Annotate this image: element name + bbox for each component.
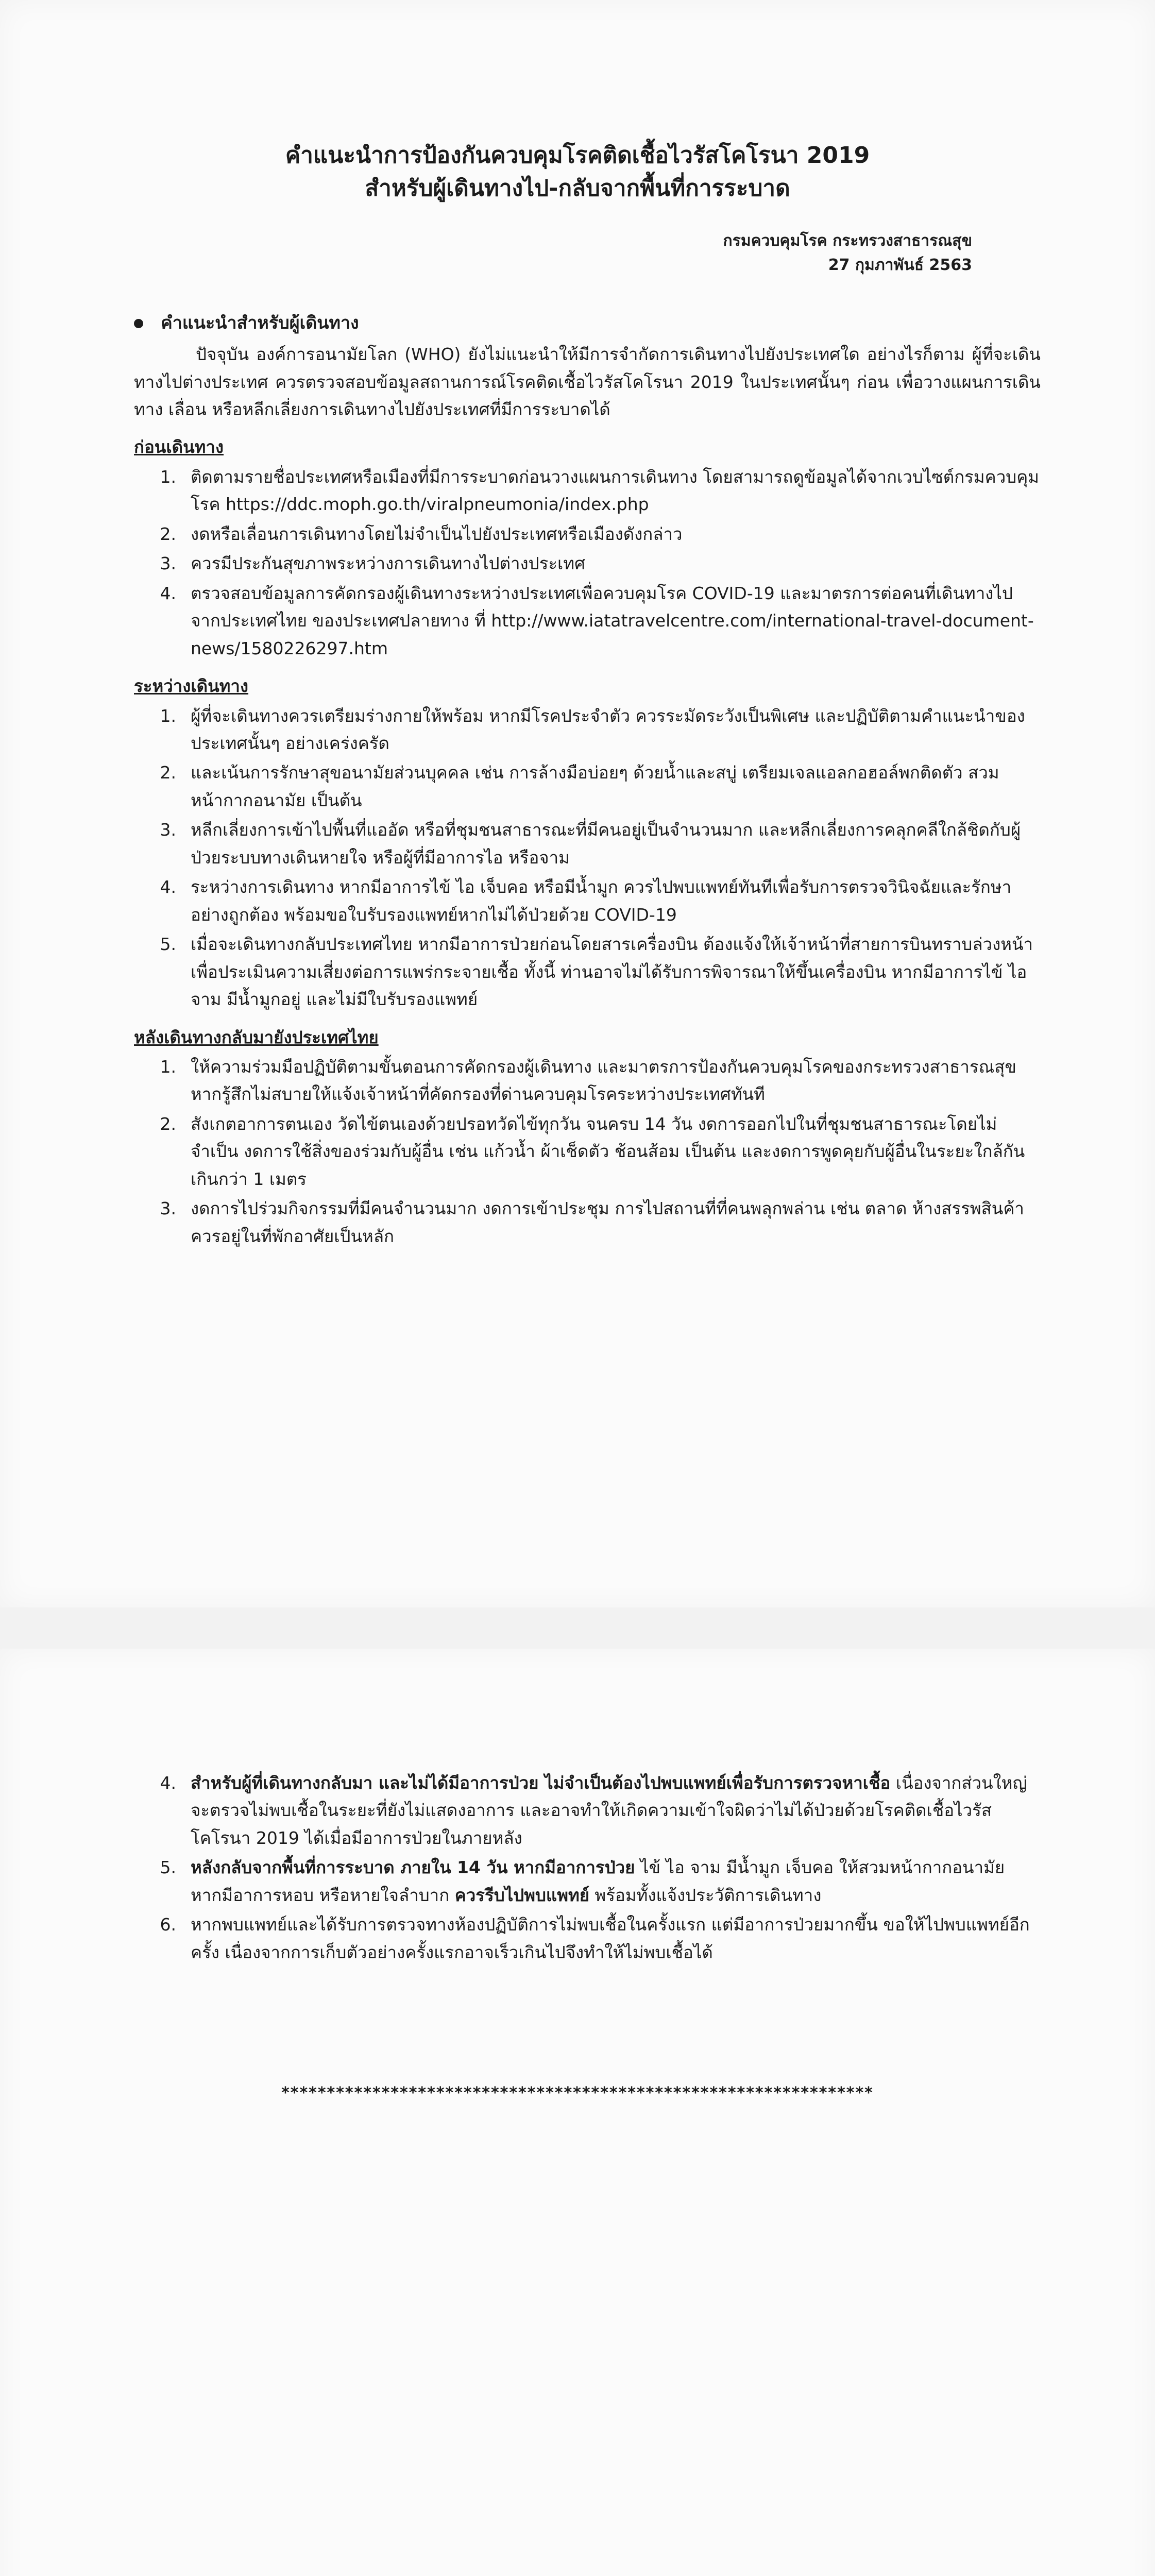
item-number: 4. xyxy=(160,583,176,603)
section-heading-text: คำแนะนำสำหรับผู้เดินทาง xyxy=(161,313,359,333)
issuer-name: กรมควบคุมโรค กระทรวงสาธารณสุข xyxy=(723,232,972,250)
list-item xyxy=(134,463,1041,518)
item-text: ควรมีประกันสุขภาพระหว่างการเดินทางไปต่างประเทศ xyxy=(191,553,586,574)
list-item xyxy=(134,1911,1041,1966)
during-travel-heading: ระหว่างเดินทาง xyxy=(134,676,249,697)
issue-date: 27 กุมภาพันธ์ 2563 xyxy=(828,256,972,274)
item-emphasis: สำหรับผู้ที่เดินทางกลับมา และไม่ได้มีอาการป่วย ไม่จำเป็นต้องไปพบแพทย์เพื่อรับการตรวจหาเชื้อ xyxy=(191,1773,891,1793)
item-text-rest: พร้อมทั้งแจ้งประวัติการเดินทาง xyxy=(589,1885,822,1905)
after-travel-list-continued xyxy=(134,1769,1041,1966)
list-item xyxy=(134,930,1041,1013)
during-travel-list xyxy=(134,702,1041,1013)
item-number: 6. xyxy=(160,1914,176,1935)
list-item xyxy=(134,550,1041,577)
item-number: 3. xyxy=(160,820,176,840)
item-emphasis: ควรรีบไปพบแพทย์ xyxy=(454,1885,590,1905)
item-number: 2. xyxy=(160,762,176,783)
item-text-rest: เนื่องจากส่วนใหญ่จะตรวจไม่พบเชื้อในระยะที่ยังไม่แสดงอาการ และอาจทำให้เกิดความเข้าใจผิดว่าไม่ได้ป่วยด้วยโรคติดเชื้อไวรัสโคโรนา 2019 ได้เมื่อมีอาการป่วยในภายหลัง xyxy=(191,1773,1027,1848)
item-number: 2. xyxy=(160,1113,176,1134)
item-number: 5. xyxy=(160,1857,176,1878)
item-text: งดการไปร่วมกิจกรรมที่มีคนจำนวนมาก งดการเข้าประชุม การไปสถานที่ที่คนพลุกพล่าน เช่น ตลาด ห้างสรรพสินค้า ควรอยู่ในที่พักอาศัยเป็นหลัก xyxy=(191,1198,1024,1246)
item-text: หลีกเลี่ยงการเข้าไปพื้นที่แออัด หรือที่ชุมชนสาธารณะที่มีคนอยู่เป็นจำนวนมาก และหลีกเลี่ยงการคลุกคลีใกล้ชิดกับผู้ป่วยระบบทางเดินหายใจ หรือผู้ที่มีอาการไอ หรือจาม xyxy=(191,820,1021,868)
item-text-mid: ไข้ ไอ จาม มีน้ำมูก เจ็บคอ ให้สวมหน้ากากอนามัย หากมีอาการหอบ หรือหายใจลำบาก xyxy=(191,1857,1005,1905)
item-number: 3. xyxy=(160,1198,176,1219)
list-item xyxy=(134,1769,1041,1852)
title-line-1: คำแนะนำการป้องกันควบคุมโรคติดเชื้อไวรัสโคโรนา 2019 xyxy=(285,142,870,168)
after-travel-list xyxy=(134,1053,1041,1250)
before-travel-list xyxy=(134,463,1041,662)
before-travel-heading: ก่อนเดินทาง xyxy=(134,437,224,457)
list-item xyxy=(134,1053,1041,1108)
item-number: 1. xyxy=(160,466,176,487)
list-item xyxy=(134,1110,1041,1193)
page-gap xyxy=(0,1607,1155,1649)
item-text: สังเกตอาการตนเอง วัดไข้ตนเองด้วยปรอทวัดไข้ทุกวัน จนครบ 14 วัน งดการออกไปในที่ชุมชนสาธารณะโดยไม่จำเป็น งดการใช้สิ่งของร่วมกับผู้อื่น เช่น แก้วน้ำ ผ้าเช็ดตัว ช้อนส้อม เป็นต้น และงดการพูดคุยกับผู้อื่นในระยะใกล้กันเกินกว่า 1 เมตร xyxy=(191,1113,1025,1189)
list-item xyxy=(134,702,1041,757)
item-number: 3. xyxy=(160,553,176,574)
bullet-icon xyxy=(134,319,143,328)
after-travel-heading: หลังเดินทางกลับมายังประเทศไทย xyxy=(134,1027,379,1047)
item-text: ให้ความร่วมมือปฏิบัติตามขั้นตอนการคัดกรองผู้เดินทาง และมาตรการป้องกันควบคุมโรคของกระทรวงสาธารณสุข หากรู้สึกไม่สบายให้แจ้งเจ้าหน้าที่คัดกรองที่ด่านควบคุมโรคระหว่างประเทศทันที xyxy=(191,1056,1016,1105)
section-heading xyxy=(134,309,1041,337)
item-text: เมื่อจะเดินทางกลับประเทศไทย หากมีอาการป่วยก่อนโดยสารเครื่องบิน ต้องแจ้งให้เจ้าหน้าที่สายการบินทราบล่วงหน้าเพื่อประเมินความเสี่ยงต่อการแพร่กระจายเชื้อ ทั้งนี้ ท่านอาจไม่ได้รับการพิจารณาให้ขึ้นเครื่องบิน หากมีอาการไข้ ไอ จาม มีน้ำมูกอยู่ และไม่มีใบรับรองแพทย์ xyxy=(191,934,1033,1010)
item-number: 5. xyxy=(160,934,176,955)
item-number: 1. xyxy=(160,705,176,726)
list-item xyxy=(134,520,1041,548)
item-number: 4. xyxy=(160,1773,176,1793)
list-item xyxy=(134,816,1041,871)
list-item xyxy=(134,873,1041,928)
list-item xyxy=(134,580,1041,662)
list-item xyxy=(134,1854,1041,1909)
item-number: 2. xyxy=(160,523,176,544)
item-text: และเน้นการรักษาสุขอนามัยส่วนบุคคล เช่น การล้างมือบ่อยๆ ด้วยน้ำและสบู่ เตรียมเจลแอลกอฮอล์พกติดตัว สวมหน้ากากอนามัย เป็นต้น xyxy=(191,762,999,810)
item-number: 4. xyxy=(160,877,176,897)
issuer-block xyxy=(723,229,972,277)
intro-paragraph: ปัจจุบัน องค์การอนามัยโลก (WHO) ยังไม่แนะนำให้มีการจำกัดการเดินทางไปยังประเทศใด อย่างไรก็ตาม ผู้ที่จะเดินทางไปต่างประเทศ ควรตรวจสอบข้อมูลสถานการณ์โรคติดเชื้อไวรัสโคโรนา 2019 ในประเทศนั้นๆ ก่อน เพื่อวางแผนการเดินทาง เลื่อน หรือหลีกเลี่ยงการเดินทางไปยังประเทศที่มีการระบาดได้ xyxy=(134,344,1041,419)
item-text: ตรวจสอบข้อมูลการคัดกรองผู้เดินทางระหว่างประเทศเพื่อควบคุมโรค COVID-19 และมาตรการต่อคนที่เดินทางไปจากประเทศไทย ของประเทศปลายทาง ที่ http://www.iatatravelcentre.com/international-travel-document-news/1580226297.htm xyxy=(191,583,1034,658)
list-item xyxy=(134,1195,1041,1250)
item-emphasis: หลังกลับจากพื้นที่การระบาด ภายใน 14 วัน หากมีอาการป่วย xyxy=(191,1857,635,1878)
item-text: ผู้ที่จะเดินทางควรเตรียมร่างกายให้พร้อม หากมีโรคประจำตัว ควรระมัดระวังเป็นพิเศษ และปฏิบัติตามคำแนะนำของประเทศนั้นๆ อย่างเคร่งครัด xyxy=(191,705,1025,753)
title-line-2: สำหรับผู้เดินทางไป-กลับจากพื้นที่การระบาด xyxy=(365,175,790,201)
item-text: ระหว่างการเดินทาง หากมีอาการไข้ ไอ เจ็บคอ หรือมีน้ำมูก ควรไปพบแพทย์ทันทีเพื่อรับการตรวจวินิจฉัยและรักษาอย่างถูกต้อง พร้อมขอใบรับรองแพทย์หากไม่ได้ป่วยด้วย COVID-19 xyxy=(191,877,1012,925)
document-title xyxy=(0,139,1155,205)
continued-content xyxy=(134,1767,1041,1968)
item-text: งดหรือเลื่อนการเดินทางโดยไม่จำเป็นไปยังประเทศหรือเมืองดังกล่าว xyxy=(191,523,683,544)
list-item xyxy=(134,759,1041,814)
separator-stars: ***************************************************************** xyxy=(281,2084,874,2102)
main-content xyxy=(134,309,1041,1252)
item-number: 1. xyxy=(160,1056,176,1077)
item-text xyxy=(191,1769,1041,1852)
item-text: ติดตามรายชื่อประเทศหรือเมืองที่มีการระบาดก่อนวางแผนการเดินทาง โดยสามารถดูข้อมูลได้จากเวบไซต์กรมควบคุมโรค https://ddc.moph.go.th/viralpneumonia/index.php xyxy=(191,466,1040,515)
item-text: หากพบแพทย์และได้รับการตรวจทางห้องปฏิบัติการไม่พบเชื้อในครั้งแรก แต่มีอาการป่วยมากขึ้น ขอให้ไปพบแพทย์อีกครั้ง เนื่องจากการเก็บตัวอย่างครั้งแรกอาจเร็วเกินไปจึงทำให้ไม่พบเชื้อได้ xyxy=(191,1914,1030,1962)
item-text xyxy=(191,1854,1041,1909)
